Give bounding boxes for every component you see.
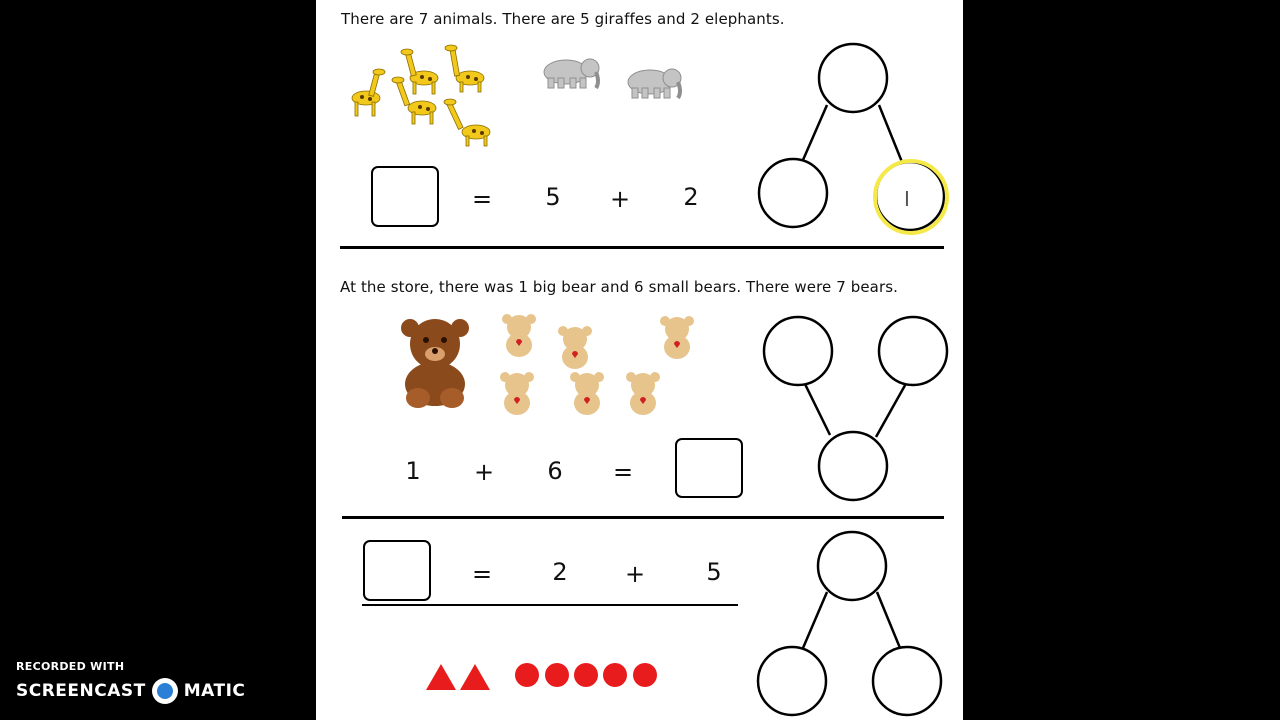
giraffe-icon bbox=[401, 49, 438, 94]
bond-2-whole-circle bbox=[819, 432, 887, 500]
equation-number: 6 bbox=[547, 457, 563, 485]
bear-small-icon bbox=[626, 372, 660, 415]
bond-1-part-circle bbox=[759, 159, 827, 227]
watermark-brand-right: MATIC bbox=[183, 681, 246, 701]
bear-small-group bbox=[500, 314, 694, 415]
watermark-caption: RECORDED WITH bbox=[16, 660, 125, 673]
red-circle-icon bbox=[515, 663, 539, 687]
equation-number: 2 bbox=[683, 183, 699, 211]
problem-1-statement: There are 7 animals. There are 5 giraffes and 2 elephants. bbox=[341, 10, 785, 28]
number-bond-2 bbox=[764, 317, 947, 500]
elephant-group bbox=[544, 59, 681, 98]
giraffe-icon bbox=[445, 45, 484, 92]
equation-symbol: + bbox=[624, 560, 646, 588]
bond-3-part-circle bbox=[873, 647, 941, 715]
worksheet-page bbox=[316, 0, 963, 720]
answer-box bbox=[371, 166, 439, 227]
problem-2-statement: At the store, there was 1 big bear and 6 small bears. There were 7 bears. bbox=[340, 278, 899, 296]
red-circle-icon bbox=[633, 663, 657, 687]
red-triangle-icon bbox=[460, 664, 490, 690]
red-triangle-icon bbox=[426, 664, 456, 690]
equation-number: 5 bbox=[545, 183, 561, 211]
equation-symbol: = bbox=[471, 185, 493, 213]
equation-number: 5 bbox=[706, 558, 722, 586]
bond-2-part-circle bbox=[764, 317, 832, 385]
bear-small-icon bbox=[500, 372, 534, 415]
bond-3-whole-circle bbox=[818, 532, 886, 600]
red-shapes bbox=[426, 663, 657, 690]
bond-3-part-circle bbox=[758, 647, 826, 715]
equation-underline bbox=[362, 604, 738, 606]
equation-number: 1 bbox=[405, 457, 421, 485]
worksheet-drawing bbox=[316, 0, 963, 720]
number-bond-1 bbox=[759, 44, 944, 230]
bear-small-icon bbox=[502, 314, 536, 357]
answer-box bbox=[363, 540, 431, 601]
giraffe-icon bbox=[352, 69, 385, 116]
number-bond-3 bbox=[758, 532, 941, 715]
equation-symbol: + bbox=[609, 185, 631, 213]
equation-number: 2 bbox=[552, 558, 568, 586]
section-divider bbox=[340, 246, 944, 249]
watermark-brand-left: SCREENCAST bbox=[16, 681, 146, 701]
text-cursor-icon: I bbox=[904, 187, 910, 211]
screencast-watermark bbox=[16, 660, 245, 704]
equation-symbol: + bbox=[473, 458, 495, 486]
red-circle-icon bbox=[545, 663, 569, 687]
red-circle-icon bbox=[603, 663, 627, 687]
bear-big-icon bbox=[401, 319, 469, 408]
giraffe-icon bbox=[444, 99, 490, 146]
bear-small-icon bbox=[558, 326, 592, 369]
giraffe-group bbox=[352, 45, 490, 146]
elephant-icon bbox=[628, 69, 681, 98]
elephant-icon bbox=[544, 59, 599, 88]
bond-2-part-circle bbox=[879, 317, 947, 385]
equation-symbol: = bbox=[612, 458, 634, 486]
equation-symbol: = bbox=[471, 560, 493, 588]
screencast-logo-icon bbox=[152, 678, 178, 704]
answer-box bbox=[675, 438, 743, 498]
bond-1-whole-circle bbox=[819, 44, 887, 112]
red-circle-icon bbox=[574, 663, 598, 687]
section-divider bbox=[342, 516, 944, 519]
bear-small-icon bbox=[570, 372, 604, 415]
bear-small-icon bbox=[660, 316, 694, 359]
